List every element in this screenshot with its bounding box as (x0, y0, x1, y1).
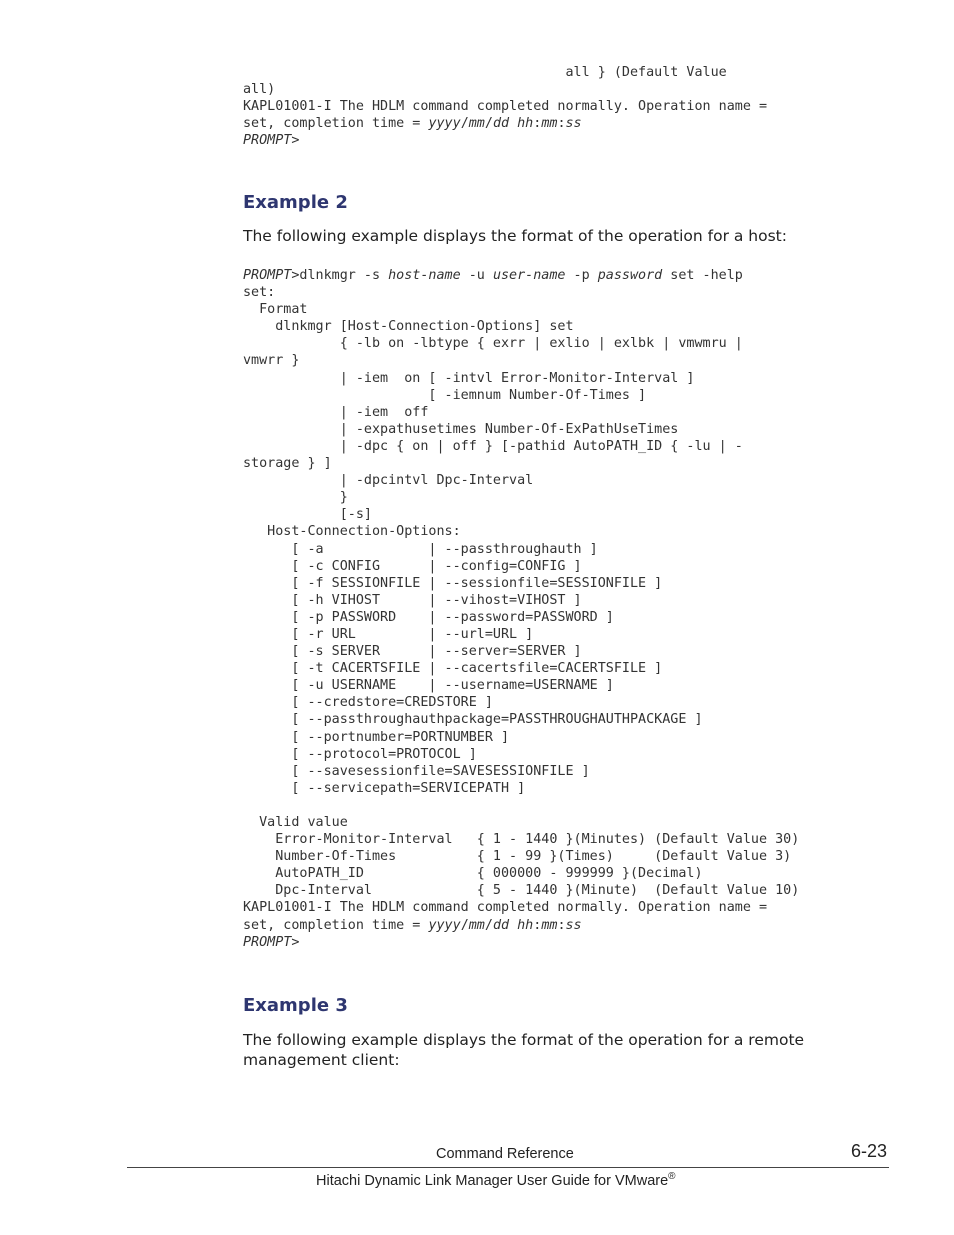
code-text: -p (565, 268, 598, 283)
code-text: | -dpc { on | off } [-pathid AutoPATH_ID { -lu | - (243, 438, 743, 454)
code-text: [ --servicepath=SERVICEPATH ] (243, 780, 526, 796)
code-line (243, 660, 799, 677)
code-line (243, 797, 799, 814)
code-line (243, 780, 799, 797)
code-placeholder: ss (565, 917, 582, 933)
code-line (243, 387, 799, 404)
code-line (243, 694, 799, 711)
registered-mark: ® (668, 1171, 676, 1182)
footer-divider (127, 1167, 889, 1168)
code-text: [ -t CACERTSFILE | --cacertsfile=CACERTSFILE ] (243, 661, 663, 677)
code-text: [ -s SERVER | --server=SERVER ] (243, 644, 582, 660)
code-text: Dpc-Interval { 5 - 1440 }(Minute) (Default Value 10) (243, 883, 800, 899)
code-text: > (291, 133, 300, 149)
code-line (243, 865, 799, 882)
code-line (243, 404, 799, 421)
code-text: / (484, 917, 493, 933)
example-3-heading: Example 3 (243, 995, 348, 1016)
code-text: [ --portnumber=PORTNUMBER ] (243, 729, 510, 745)
code-text: | -iem off (243, 404, 429, 420)
code-text: [-s] (243, 507, 372, 523)
code-text: [ -u USERNAME | --username=USERNAME ] (243, 678, 614, 694)
code-text: vmwrr } (243, 353, 300, 369)
code-text: [ --passthroughauthpackage=PASSTHROUGHAUTHPACKAGE ] (243, 712, 703, 728)
code-text: | -expathusetimes Number-Of-ExPathUseTimes (243, 421, 679, 437)
code-line (243, 934, 799, 951)
code-text: Valid value (243, 815, 348, 830)
code-text: Format (243, 302, 308, 318)
code-line (243, 626, 799, 643)
code-line (243, 370, 799, 387)
code-text: : (557, 116, 566, 132)
code-text: KAPL01001-I The HDLM command completed normally. Operation name = (243, 900, 768, 916)
code-text: [ -c CONFIG | --config=CONFIG ] (243, 558, 582, 574)
code-text: [ -iemnum Number-Of-Times ] (243, 387, 647, 403)
code-text: set -help (662, 268, 743, 283)
code-text: all) (243, 82, 276, 98)
code-placeholder: mm (468, 917, 485, 933)
code-text: Error-Monitor-Interval { 1 - 1440 }(Minutes) (Default Value 30) (243, 832, 800, 848)
code-line (243, 115, 767, 132)
code-text: > (291, 934, 300, 950)
code-text: | -dpcintvl Dpc-Interval (243, 473, 534, 489)
code-text: } (243, 490, 348, 506)
code-line (243, 438, 799, 455)
code-text: : (533, 116, 542, 132)
code-text: [ -f SESSIONFILE | --sessionfile=SESSIONFILE ] (243, 575, 663, 591)
footer-page-number: 6-23 (851, 1141, 888, 1161)
code-text: set, completion time = (243, 116, 429, 132)
code-line (243, 575, 799, 592)
code-line (243, 558, 799, 575)
code-placeholder: mm (541, 917, 558, 933)
code-text: storage } ] (243, 456, 332, 472)
code-text: : (533, 917, 542, 933)
code-block-example1-tail (243, 64, 767, 149)
code-text: [ -h VIHOST | --vihost=VIHOST ] (243, 592, 582, 608)
code-placeholder: dd hh (492, 116, 534, 132)
code-text: set: (243, 285, 276, 301)
code-line (243, 763, 799, 780)
code-text: [ -r URL | --url=URL ] (243, 626, 534, 642)
code-line (243, 284, 799, 301)
code-line (243, 267, 799, 284)
code-line (243, 455, 799, 472)
code-placeholder: yyyy (428, 917, 461, 933)
code-placeholder: PROMPT (243, 934, 292, 950)
code-line (243, 848, 799, 865)
code-placeholder: yyyy (428, 116, 461, 132)
code-text: / (460, 917, 469, 933)
code-text: dlnkmgr [Host-Connection-Options] set (243, 319, 574, 335)
footer-title-text: Hitachi Dynamic Link Manager User Guide for VMware (316, 1172, 669, 1189)
code-line (243, 899, 799, 916)
code-line (243, 609, 799, 626)
code-line (243, 746, 799, 763)
code-placeholder: PROMPT (243, 268, 292, 283)
code-line (243, 592, 799, 609)
code-placeholder: user-name (492, 268, 566, 283)
code-line (243, 523, 799, 540)
code-line (243, 81, 767, 98)
code-text: -u (460, 268, 493, 283)
code-line (243, 64, 767, 81)
code-block-example2 (243, 267, 799, 951)
code-line (243, 318, 799, 335)
code-text: | -iem on [ -intvl Error-Monitor-Interval ] (243, 370, 695, 386)
code-text: : (557, 917, 566, 933)
code-line (243, 541, 799, 558)
code-line (243, 677, 799, 694)
example-2-description: The following example displays the format of the operation for a host: (243, 227, 787, 245)
code-text: KAPL01001-I The HDLM command completed normally. Operation name = (243, 99, 768, 115)
code-text: / (460, 116, 469, 132)
code-line (243, 814, 799, 831)
code-placeholder: password (597, 268, 663, 283)
code-line (243, 301, 799, 318)
code-line (243, 643, 799, 660)
code-line (243, 831, 799, 848)
code-text: all } (Default Value (243, 65, 727, 80)
code-line (243, 489, 799, 506)
code-placeholder: mm (541, 116, 558, 132)
code-line (243, 729, 799, 746)
code-text: / (484, 116, 493, 132)
code-line (243, 335, 799, 352)
code-line (243, 352, 799, 369)
code-text: AutoPATH_ID { 000000 - 999999 }(Decimal) (243, 866, 703, 882)
code-placeholder: ss (565, 116, 582, 132)
code-text: { -lb on -lbtype { exrr | exlio | exlbk | vmwmru | (243, 336, 743, 352)
code-line (243, 917, 799, 934)
code-line (243, 711, 799, 728)
code-text: set, completion time = (243, 917, 429, 933)
code-placeholder: dd hh (492, 917, 534, 933)
example-2-heading: Example 2 (243, 192, 348, 213)
code-text: [ --savesessionfile=SAVESESSIONFILE ] (243, 763, 590, 779)
code-line (243, 132, 767, 149)
code-text: [ -p PASSWORD | --password=PASSWORD ] (243, 609, 614, 625)
code-text: [ --protocol=PROTOCOL ] (243, 746, 477, 762)
footer-section-name: Command Reference (436, 1146, 574, 1162)
code-placeholder: mm (468, 116, 485, 132)
code-text: >dlnkmgr -s (291, 268, 389, 283)
code-text: [ --credstore=CREDSTORE ] (243, 695, 493, 711)
code-text: [ -a | --passthroughauth ] (243, 541, 598, 557)
code-line (243, 421, 799, 438)
example-3-description: The following example displays the format of the operation for a remote management client: (243, 1031, 805, 1069)
footer-document-title (316, 1171, 676, 1189)
code-line (243, 882, 799, 899)
code-text: Host-Connection-Options: (243, 524, 461, 540)
code-line (243, 98, 767, 115)
code-line (243, 472, 799, 489)
code-placeholder: PROMPT (243, 133, 292, 149)
code-placeholder: host-name (388, 268, 461, 283)
code-line (243, 506, 799, 523)
code-text: Number-Of-Times { 1 - 99 }(Times) (Default Value 3) (243, 849, 792, 865)
